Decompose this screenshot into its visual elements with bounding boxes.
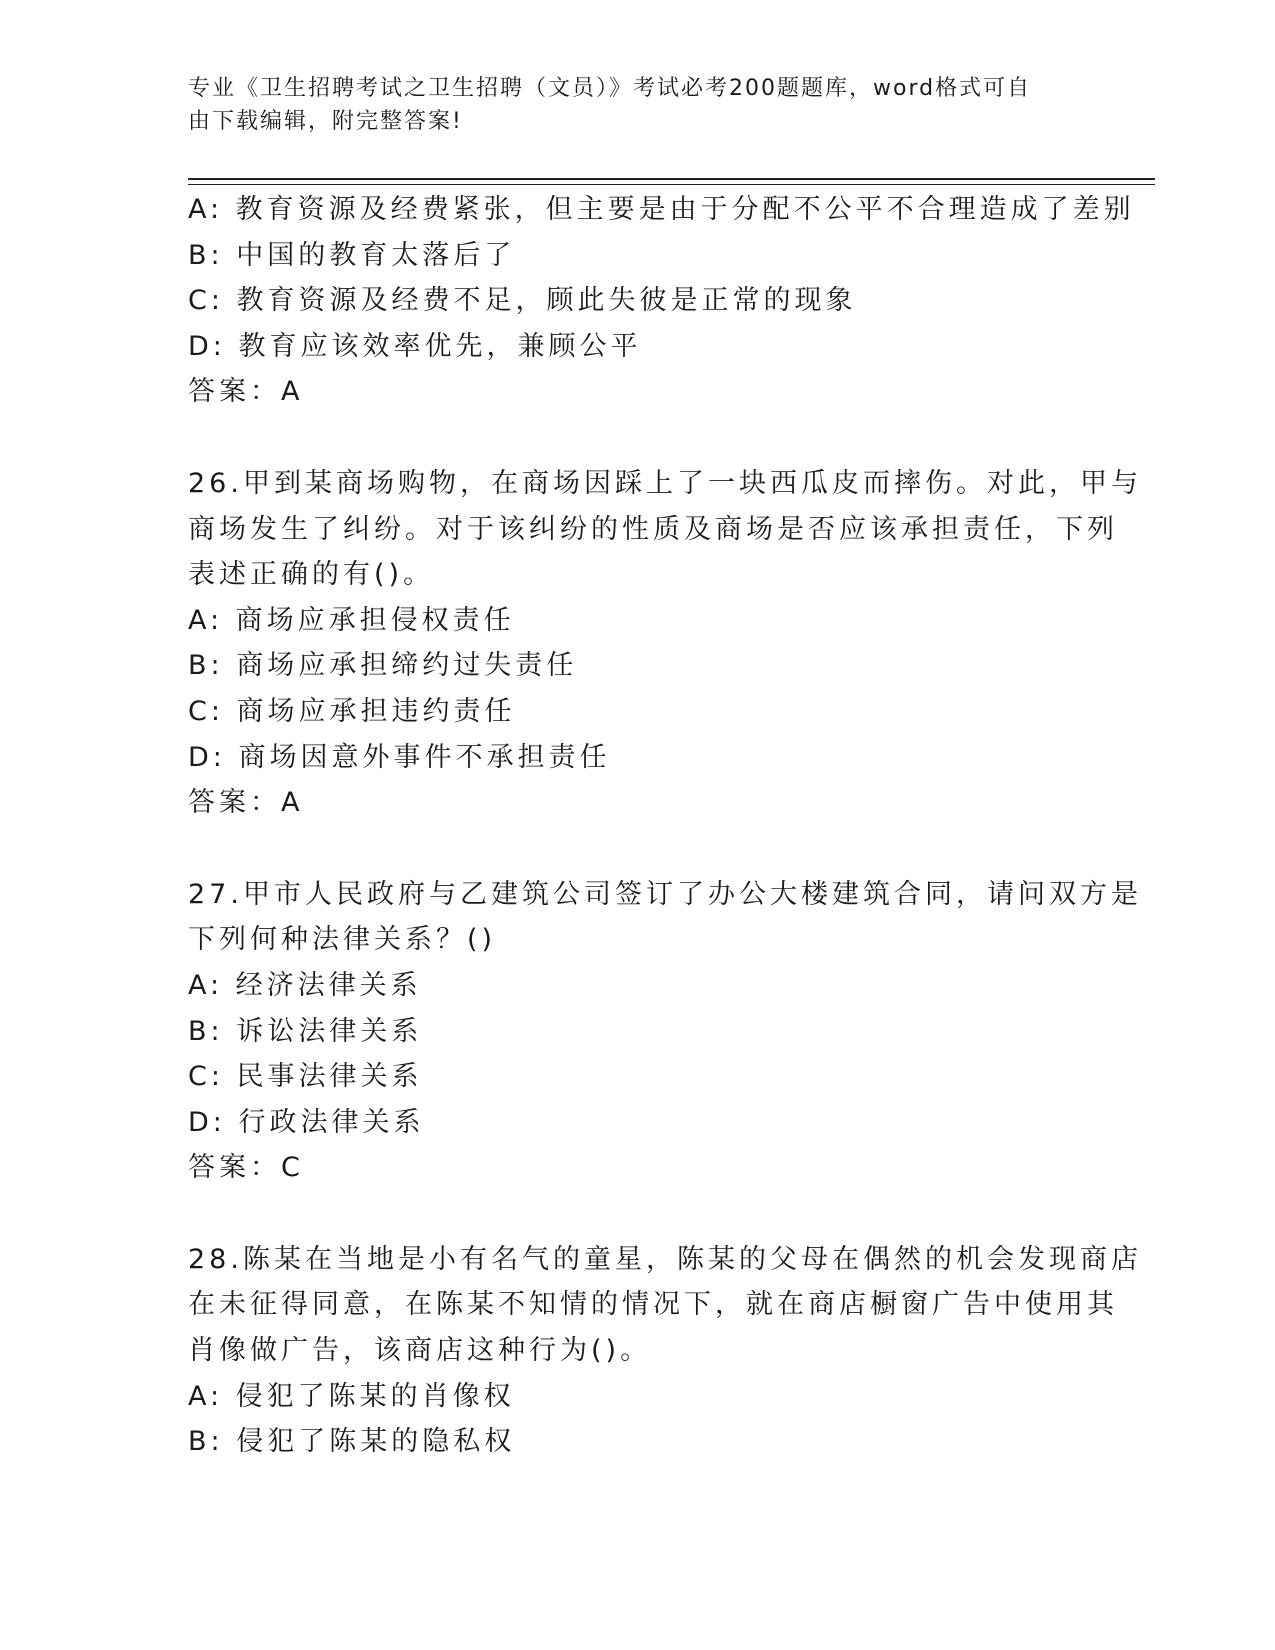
question-stem-line: 肖像做广告，该商店这种行为()。	[188, 1335, 652, 1367]
header-divider-thin	[188, 184, 1155, 185]
option-d: D: 商场因意外事件不承担责任	[188, 741, 611, 773]
option-d: D: 教育应该效率优先，兼顾公平	[188, 330, 642, 362]
option-b: B: 诉讼法律关系	[188, 1015, 423, 1047]
option-a: A: 侵犯了陈某的肖像权	[188, 1380, 515, 1412]
option-c: C: 教育资源及经费不足，顾此失彼是正常的现象	[188, 285, 857, 317]
question-stem-line: 下列何种法律关系？()	[188, 924, 497, 956]
question-stem-line: 28.陈某在当地是小有名气的童星，陈某的父母在偶然的机会发现商店	[188, 1243, 1142, 1275]
answer-line: 答案：A	[188, 787, 304, 819]
header-line-2: 由下载编辑，附完整答案!	[188, 109, 463, 134]
question-block	[188, 461, 1142, 826]
question-stem-line: 在未征得同意，在陈某不知情的情况下，就在商店橱窗广告中使用其	[188, 1289, 1118, 1321]
question-stem-line: 27.甲市人民政府与乙建筑公司签订了办公大楼建筑合同，请问双方是	[188, 878, 1142, 910]
header-line-1: 专业《卫生招聘考试之卫生招聘（文员）》考试必考200题题库，word格式可自	[188, 76, 1032, 101]
option-d: D: 行政法律关系	[188, 1106, 425, 1138]
question-stem-line: 26.甲到某商场购物，在商场因踩上了一块西瓜皮而摔伤。对此，甲与	[188, 467, 1142, 499]
option-a: A: 商场应承担侵权责任	[188, 604, 515, 636]
question-block	[188, 187, 1135, 415]
header-divider-thick	[188, 178, 1155, 180]
question-block	[188, 1237, 1142, 1465]
answer-line: 答案：C	[188, 1152, 304, 1184]
option-b: B: 商场应承担缔约过失责任	[188, 650, 578, 682]
option-a: A: 经济法律关系	[188, 969, 422, 1001]
question-list	[188, 187, 1142, 1465]
option-b: B: 中国的教育太落后了	[188, 239, 516, 271]
question-stem-line: 表述正确的有()。	[188, 559, 435, 591]
option-a: A: 教育资源及经费紧张，但主要是由于分配不公平不合理造成了差别	[188, 194, 1135, 225]
option-c: C: 民事法律关系	[188, 1061, 423, 1093]
option-b: B: 侵犯了陈某的隐私权	[188, 1426, 516, 1458]
question-stem-line: 商场发生了纠纷。对于该纠纷的性质及商场是否应该承担责任，下列	[188, 513, 1118, 545]
option-c: C: 商场应承担违约责任	[188, 695, 516, 727]
document-header	[188, 72, 1068, 138]
question-block	[188, 872, 1142, 1191]
answer-line: 答案：A	[188, 376, 304, 408]
